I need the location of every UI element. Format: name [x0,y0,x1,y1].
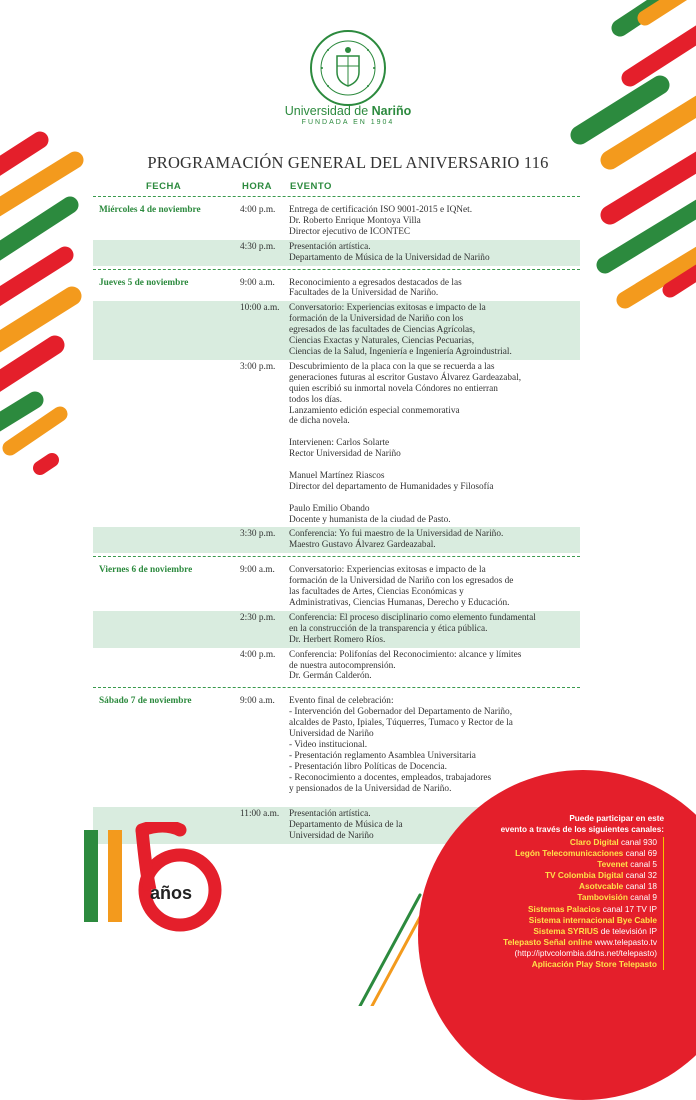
day-label: Sábado 7 de noviembre [99,696,192,707]
event-time: 4:00 p.m. [240,649,276,660]
channel-name: TV Colombia Digital [544,870,624,881]
channel-detail: canal 9 [627,892,657,903]
university-seal-logo [308,28,388,108]
channel-detail: www.telepasto.tv [592,936,657,947]
channel-name: Sistema internacional Bye Cable [528,914,657,925]
event-time: 4:00 p.m. [240,205,276,215]
event-description: Evento final de celebración: - Intervención del Gobernador del Departamento de Nariño, alcaldes de Pasto, Ipiales, Túquerres, Tumaco y Rector de la Universidad de Nariño - Video institucional. - Presentación reglamento Asamblea Universitaria - Presentación libro Políticas de Docencia. - Reconocimiento a docentes, empleados, trabajadores y pensionados de la Universidad de Nariño. [289,696,513,794]
channel-item [430,915,657,926]
channel-detail: (http://iptvcolombia.ddns.net/telepasto) [514,947,657,958]
event-description: Conferencia: Yo fui maestro de la Universidad de Nariño. Maestro Gustavo Álvarez Gardeazabal. [289,529,504,551]
event-description: Entrega de certificación ISO 9001-2015 e IQNet. Dr. Roberto Enrique Montoya Villa Director ejecutivo de ICONTEC [289,205,473,237]
anniversary-116-logo [80,822,230,932]
channel-item [430,881,657,892]
channel-name: Sistema SYRIUS [533,925,599,936]
channel-item [430,848,657,859]
schedule-table [93,196,580,847]
channel-detail: canal 5 [627,859,657,870]
day-block [93,269,580,557]
day-block [93,196,580,269]
channel-detail: canal 930 [618,837,657,847]
channel-detail: canal 18 [623,881,657,892]
founded-text: FUNDADA EN 1904 [301,119,395,126]
event-row [93,563,580,611]
channels-intro: Puede participar en este evento a través de los siguientes canales: [500,814,664,834]
channel-name: Legón Telecomunicaciones [515,848,624,859]
page-title: PROGRAMACIÓN GENERAL DEL ANIVERSARIO 116 [147,153,549,172]
channel-name: Claro Digital [569,837,619,847]
event-description: Presentación artística. Departamento de Música de la Universidad de Nariño [289,241,490,263]
event-row [93,527,580,553]
channel-name: Tevenet [597,859,628,870]
header-evento: EVENTO [290,181,332,192]
event-time: 4:30 p.m. [240,241,276,252]
event-time: 9:00 a.m. [240,565,275,576]
event-row [93,276,580,302]
channels-list [430,837,664,970]
event-description: Conversatorio: Experiencias exitosas e impacto de la formación de la Universidad de Nariño con los egresados de las facultades de Artes, Ciencias Económicas y Administrativas, Ciencias Humanas, Derecho y Educación. [289,565,514,608]
channel-item [430,904,657,915]
channel-item [430,948,657,959]
channel-name: Telepasto Señal online [503,936,593,947]
event-description: Reconocimiento a egresados destacados de las Facultades de la Universidad de Nariño. [289,277,462,299]
event-time: 11:00 a.m. [240,809,280,820]
event-time: 9:00 a.m. [240,696,275,707]
university-name: Universidad de Nariño [284,104,412,118]
event-row [93,360,580,528]
channel-item [430,926,657,937]
channel-detail: canal 17 TV IP [600,903,657,914]
day-label: Viernes 6 de noviembre [99,565,193,576]
header-fecha: FECHA [146,181,182,192]
day-label: Miércoles 4 de noviembre [99,205,201,215]
channel-detail: canal 69 [623,848,657,859]
event-description: Presentación artística. Departamento de Música de la Universidad de Nariño [289,809,403,842]
channel-detail: canal 32 [623,870,657,881]
event-row [93,611,580,648]
day-block [93,556,580,687]
day-label: Jueves 5 de noviembre [99,277,189,288]
event-row [93,240,580,266]
channel-name: Aplicación Play Store Telepasto [531,959,657,970]
channel-name: Asotvcable [579,881,624,892]
channel-item [430,959,657,970]
channel-item [430,870,657,881]
event-row [93,203,580,240]
channels-box [430,813,664,970]
event-time: 3:00 p.m. [240,361,276,372]
anniversary-word: años [150,883,193,903]
channel-item [430,937,657,948]
event-description: Conversatorio: Experiencias exitosas e impacto de la formación de la Universidad de Nariño con los egresados de las facultades de Ciencias Agrícolas, Ciencias Exactas y Naturales, Ciencias Pecuarias, Ciencias de la Salud, Ingeniería e Ingeniería Agroindustrial. [289,303,512,357]
event-description: Conferencia: El proceso disciplinario como elemento fundamental en la construcción de la transparencia y ética pública. Dr. Herbert Romero Ríos. [289,612,536,645]
event-time: 10:00 a.m. [240,303,280,314]
channel-name: Tambovisión [577,892,628,903]
event-time: 3:30 p.m. [240,529,276,540]
channel-detail: de televisión IP [598,925,657,936]
event-row [93,301,580,360]
channel-name: Sistemas Palacios [528,903,601,914]
event-row [93,648,580,685]
event-time: 9:00 a.m. [240,277,275,288]
event-description: Conferencia: Polifonías del Reconocimiento: alcance y límites de nuestra autocomprensión. Dr. Germán Calderón. [289,649,522,682]
channel-item [430,892,657,903]
event-description: Descubrimiento de la placa con la que se recuerda a las generaciones futuras al escritor Gustavo Álvarez Gardeazabal, quien escribió su inmortal novela Cóndores no entierran todos los días. Lanzamiento edición especial conmemorativa de dicha novela. Intervienen: Carlos Solarte Rector Universidad de Nariño Manuel Martínez Riascos Director del departamento de Humanidades y Filosofía Paulo Emilio Obando Docente y humanista de la ciudad de Pasto. [289,361,522,525]
event-time: 2:30 p.m. [240,612,276,623]
channel-item [430,859,657,870]
header-hora: HORA [242,181,272,192]
channel-item [430,837,657,848]
